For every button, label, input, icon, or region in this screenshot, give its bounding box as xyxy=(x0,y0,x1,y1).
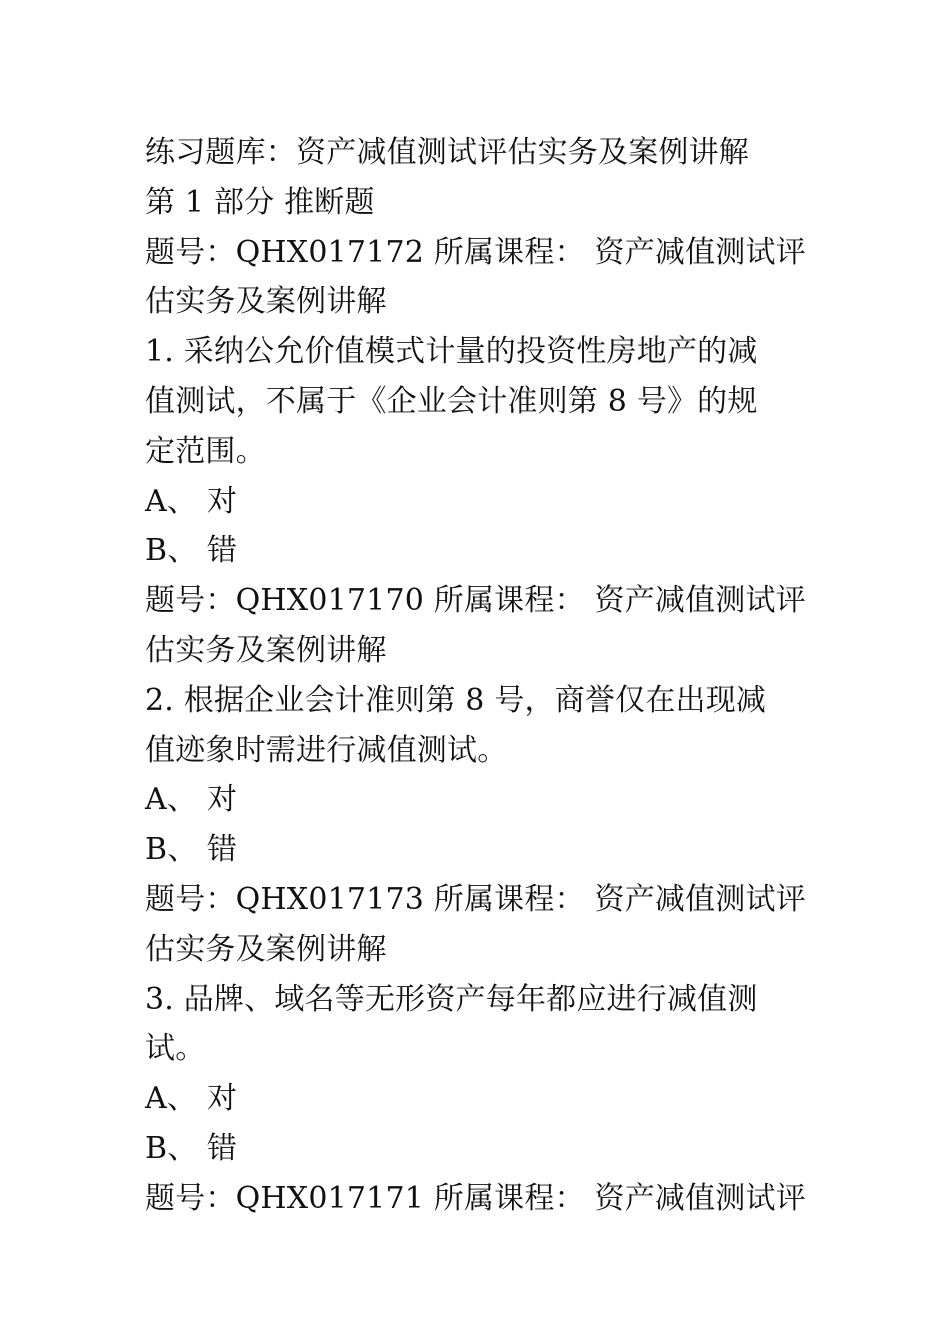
question-header-line: 估实务及案例讲解 xyxy=(145,931,387,967)
question-block xyxy=(145,576,815,875)
answer-option-b xyxy=(145,1124,815,1174)
answer-option-b xyxy=(145,526,815,576)
answer-option-b xyxy=(145,825,815,875)
question-block xyxy=(145,875,815,1174)
question-text-line: 试。 xyxy=(145,1031,206,1067)
question-text-line: 2. 根据企业会计准则第 8 号，商誉仅在出现减 xyxy=(145,682,767,718)
option-label: B、 xyxy=(145,832,198,868)
question-text-line: 3. 品牌、域名等无形资产每年都应进行减值测 xyxy=(145,981,758,1017)
option-text: 对 xyxy=(207,1081,238,1117)
option-label: A、 xyxy=(145,1081,198,1117)
question-text-line: 值测试，不属于《企业会计准则第 8 号》的规 xyxy=(145,383,758,419)
answer-option-a xyxy=(145,775,815,825)
option-label: A、 xyxy=(145,782,198,818)
option-text: 对 xyxy=(207,483,238,519)
question-header-line: 题号：QHX017171 所属课程： 资产减值测试评 xyxy=(145,1180,806,1216)
section-heading: 第 1 部分 推断题 xyxy=(145,184,375,220)
document-page xyxy=(145,128,815,1224)
question-block xyxy=(145,1174,815,1224)
question-header-line: 题号：QHX017173 所属课程： 资产减值测试评 xyxy=(145,881,806,917)
document-title: 练习题库：资产减值测试评估实务及案例讲解 xyxy=(145,135,749,170)
question-header-line: 估实务及案例讲解 xyxy=(145,632,387,668)
option-text: 错 xyxy=(207,1130,238,1166)
question-header-line: 题号：QHX017170 所属课程： 资产减值测试评 xyxy=(145,583,806,619)
question-header-line: 题号：QHX017172 所属课程： 资产减值测试评 xyxy=(145,234,806,270)
option-label: B、 xyxy=(145,533,198,569)
question-header-line: 估实务及案例讲解 xyxy=(145,284,387,320)
option-label: A、 xyxy=(145,483,198,519)
question-block xyxy=(145,228,815,577)
answer-option-a xyxy=(145,477,815,527)
question-text-line: 定范围。 xyxy=(145,433,266,469)
option-label: B、 xyxy=(145,1130,198,1166)
option-text: 对 xyxy=(207,782,238,818)
question-text-line: 值迹象时需进行减值测试。 xyxy=(145,732,508,768)
option-text: 错 xyxy=(207,533,238,569)
option-text: 错 xyxy=(207,832,238,868)
answer-option-a xyxy=(145,1074,815,1124)
question-text-line: 1. 采纳公允价值模式计量的投资性房地产的减 xyxy=(145,334,758,370)
